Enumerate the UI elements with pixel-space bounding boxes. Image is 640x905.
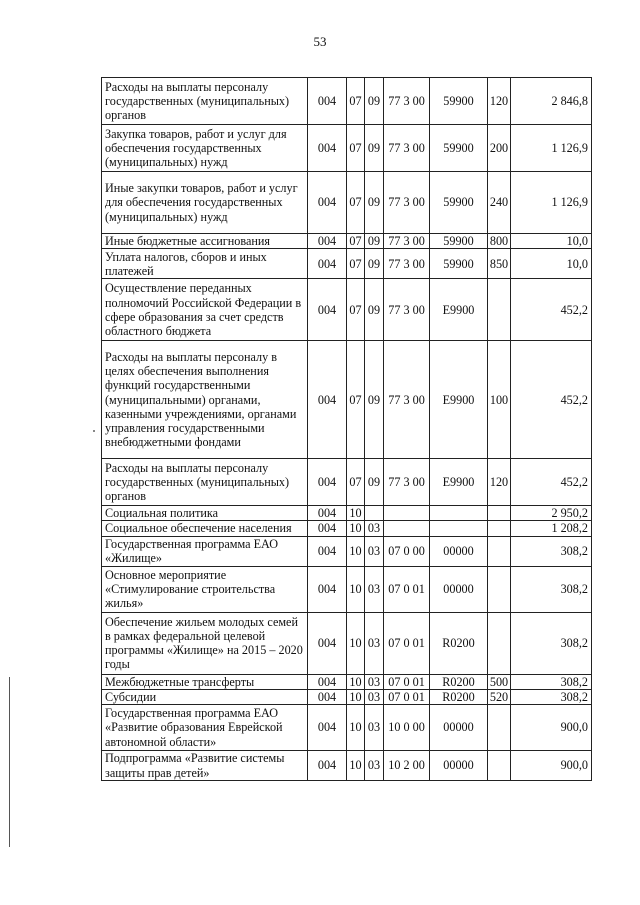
ministry-code-cell: 004	[308, 705, 347, 751]
page-number: 53	[313, 34, 327, 49]
program-code-cell: 07 0 00	[384, 536, 430, 566]
scan-artifact-dot	[93, 430, 95, 432]
subsection-code-cell: 03	[365, 674, 384, 689]
row-name-cell: Подпрограмма «Развитие системы защиты прав детей»	[102, 751, 308, 781]
section-code-cell: 07	[347, 172, 365, 234]
subsection-code-cell: 03	[365, 521, 384, 536]
direction-code-cell: 59900	[430, 125, 488, 172]
row-name-cell: Расходы на выплаты персоналу государственных (муниципальных) органов	[102, 78, 308, 125]
program-code-cell: 07 0 01	[384, 674, 430, 689]
ministry-code-cell: 004	[308, 689, 347, 704]
direction-code-cell: 00000	[430, 536, 488, 566]
amount-cell: 900,0	[511, 751, 592, 781]
amount-cell: 308,2	[511, 536, 592, 566]
table-row	[102, 689, 592, 704]
expense-type-code-cell: 120	[488, 459, 511, 506]
expense-type-code-cell	[488, 521, 511, 536]
subsection-code-cell: 09	[365, 234, 384, 249]
section-code-cell: 07	[347, 234, 365, 249]
ministry-code-cell: 004	[308, 566, 347, 612]
table-row	[102, 125, 592, 172]
row-name-cell: Уплата налогов, сборов и иных платежей	[102, 249, 308, 279]
table-row	[102, 234, 592, 249]
row-name-cell: Расходы на выплаты персоналу в целях обеспечения выполнения функций государственными (муниципальными) органами, казенными учреждениями, органами управления государственными внебюджетными фондами	[102, 341, 308, 459]
subsection-code-cell: 03	[365, 751, 384, 781]
program-code-cell: 77 3 00	[384, 249, 430, 279]
amount-cell: 1 126,9	[511, 125, 592, 172]
subsection-code-cell: 09	[365, 78, 384, 125]
expense-type-code-cell	[488, 612, 511, 674]
table-row	[102, 506, 592, 521]
direction-code-cell	[430, 506, 488, 521]
section-code-cell: 07	[347, 78, 365, 125]
direction-code-cell: 59900	[430, 234, 488, 249]
program-code-cell: 07 0 01	[384, 689, 430, 704]
table-row	[102, 536, 592, 566]
table-row	[102, 705, 592, 751]
direction-code-cell: E9900	[430, 459, 488, 506]
table-row	[102, 279, 592, 341]
program-code-cell	[384, 506, 430, 521]
subsection-code-cell: 09	[365, 125, 384, 172]
table-row	[102, 341, 592, 459]
ministry-code-cell: 004	[308, 751, 347, 781]
section-code-cell: 10	[347, 612, 365, 674]
ministry-code-cell: 004	[308, 78, 347, 125]
ministry-code-cell: 004	[308, 172, 347, 234]
row-name-cell: Субсидии	[102, 689, 308, 704]
direction-code-cell: E9900	[430, 279, 488, 341]
section-code-cell: 10	[347, 751, 365, 781]
program-code-cell: 10 2 00	[384, 751, 430, 781]
amount-cell: 308,2	[511, 612, 592, 674]
table-row	[102, 78, 592, 125]
expense-type-code-cell: 520	[488, 689, 511, 704]
table-row	[102, 674, 592, 689]
section-code-cell: 07	[347, 341, 365, 459]
row-name-cell: Межбюджетные трансферты	[102, 674, 308, 689]
ministry-code-cell: 004	[308, 612, 347, 674]
direction-code-cell: 59900	[430, 78, 488, 125]
amount-cell: 10,0	[511, 249, 592, 279]
program-code-cell: 77 3 00	[384, 125, 430, 172]
expense-type-code-cell: 120	[488, 78, 511, 125]
table-row	[102, 566, 592, 612]
section-code-cell: 10	[347, 705, 365, 751]
section-code-cell: 10	[347, 536, 365, 566]
table-row	[102, 249, 592, 279]
section-code-cell: 07	[347, 459, 365, 506]
expense-type-code-cell	[488, 751, 511, 781]
expense-type-code-cell: 240	[488, 172, 511, 234]
section-code-cell: 07	[347, 279, 365, 341]
row-name-cell: Осуществление переданных полномочий Российской Федерации в сфере образования за счет средств областного бюджета	[102, 279, 308, 341]
table-row	[102, 521, 592, 536]
program-code-cell: 10 0 00	[384, 705, 430, 751]
amount-cell: 2 950,2	[511, 506, 592, 521]
ministry-code-cell: 004	[308, 249, 347, 279]
subsection-code-cell: 03	[365, 566, 384, 612]
section-code-cell: 07	[347, 249, 365, 279]
table-row	[102, 172, 592, 234]
program-code-cell: 77 3 00	[384, 172, 430, 234]
ministry-code-cell: 004	[308, 536, 347, 566]
expense-type-code-cell	[488, 566, 511, 612]
direction-code-cell: R0200	[430, 674, 488, 689]
expense-type-code-cell: 800	[488, 234, 511, 249]
subsection-code-cell: 03	[365, 536, 384, 566]
scan-artifact-line	[9, 677, 10, 847]
direction-code-cell: R0200	[430, 612, 488, 674]
subsection-code-cell: 09	[365, 341, 384, 459]
amount-cell: 1 126,9	[511, 172, 592, 234]
expense-type-code-cell: 850	[488, 249, 511, 279]
ministry-code-cell: 004	[308, 459, 347, 506]
section-code-cell: 07	[347, 125, 365, 172]
row-name-cell: Государственная программа ЕАО «Жилище»	[102, 536, 308, 566]
program-code-cell: 07 0 01	[384, 566, 430, 612]
subsection-code-cell: 09	[365, 249, 384, 279]
expense-type-code-cell: 200	[488, 125, 511, 172]
amount-cell: 1 208,2	[511, 521, 592, 536]
row-name-cell: Государственная программа ЕАО «Развитие образования Еврейской автономной области»	[102, 705, 308, 751]
row-name-cell: Расходы на выплаты персоналу государственных (муниципальных) органов	[102, 459, 308, 506]
amount-cell: 452,2	[511, 341, 592, 459]
direction-code-cell: R0200	[430, 689, 488, 704]
section-code-cell: 10	[347, 674, 365, 689]
table-row	[102, 459, 592, 506]
ministry-code-cell: 004	[308, 521, 347, 536]
section-code-cell: 10	[347, 521, 365, 536]
expense-type-code-cell: 500	[488, 674, 511, 689]
ministry-code-cell: 004	[308, 341, 347, 459]
amount-cell: 308,2	[511, 674, 592, 689]
subsection-code-cell: 09	[365, 279, 384, 341]
expense-type-code-cell	[488, 279, 511, 341]
ministry-code-cell: 004	[308, 234, 347, 249]
ministry-code-cell: 004	[308, 506, 347, 521]
table-row	[102, 612, 592, 674]
amount-cell: 308,2	[511, 566, 592, 612]
direction-code-cell: 00000	[430, 751, 488, 781]
subsection-code-cell	[365, 506, 384, 521]
ministry-code-cell: 004	[308, 125, 347, 172]
program-code-cell: 77 3 00	[384, 78, 430, 125]
ministry-code-cell: 004	[308, 674, 347, 689]
row-name-cell: Социальная политика	[102, 506, 308, 521]
amount-cell: 900,0	[511, 705, 592, 751]
amount-cell: 452,2	[511, 459, 592, 506]
amount-cell: 10,0	[511, 234, 592, 249]
expense-type-code-cell	[488, 506, 511, 521]
direction-code-cell: 00000	[430, 705, 488, 751]
subsection-code-cell: 09	[365, 459, 384, 506]
section-code-cell: 10	[347, 566, 365, 612]
expense-type-code-cell: 100	[488, 341, 511, 459]
program-code-cell: 77 3 00	[384, 234, 430, 249]
row-name-cell: Социальное обеспечение населения	[102, 521, 308, 536]
direction-code-cell: 59900	[430, 249, 488, 279]
amount-cell: 308,2	[511, 689, 592, 704]
subsection-code-cell: 09	[365, 172, 384, 234]
row-name-cell: Закупка товаров, работ и услуг для обеспечения государственных (муниципальных) нужд	[102, 125, 308, 172]
direction-code-cell	[430, 521, 488, 536]
program-code-cell	[384, 521, 430, 536]
direction-code-cell: 59900	[430, 172, 488, 234]
program-code-cell: 77 3 00	[384, 459, 430, 506]
direction-code-cell: 00000	[430, 566, 488, 612]
amount-cell: 2 846,8	[511, 78, 592, 125]
row-name-cell: Обеспечение жильем молодых семей в рамках федеральной целевой программы «Жилище» на 2015 – 2020 годы	[102, 612, 308, 674]
row-name-cell: Иные бюджетные ассигнования	[102, 234, 308, 249]
subsection-code-cell: 03	[365, 689, 384, 704]
program-code-cell: 77 3 00	[384, 341, 430, 459]
subsection-code-cell: 03	[365, 612, 384, 674]
row-name-cell: Иные закупки товаров, работ и услуг для обеспечения государственных (муниципальных) нужд	[102, 172, 308, 234]
ministry-code-cell: 004	[308, 279, 347, 341]
subsection-code-cell: 03	[365, 705, 384, 751]
budget-table	[101, 77, 592, 781]
expense-type-code-cell	[488, 536, 511, 566]
section-code-cell: 10	[347, 689, 365, 704]
direction-code-cell: E9900	[430, 341, 488, 459]
expense-type-code-cell	[488, 705, 511, 751]
table-row	[102, 751, 592, 781]
row-name-cell: Основное мероприятие «Стимулирование строительства жилья»	[102, 566, 308, 612]
amount-cell: 452,2	[511, 279, 592, 341]
program-code-cell: 77 3 00	[384, 279, 430, 341]
section-code-cell: 10	[347, 506, 365, 521]
program-code-cell: 07 0 01	[384, 612, 430, 674]
